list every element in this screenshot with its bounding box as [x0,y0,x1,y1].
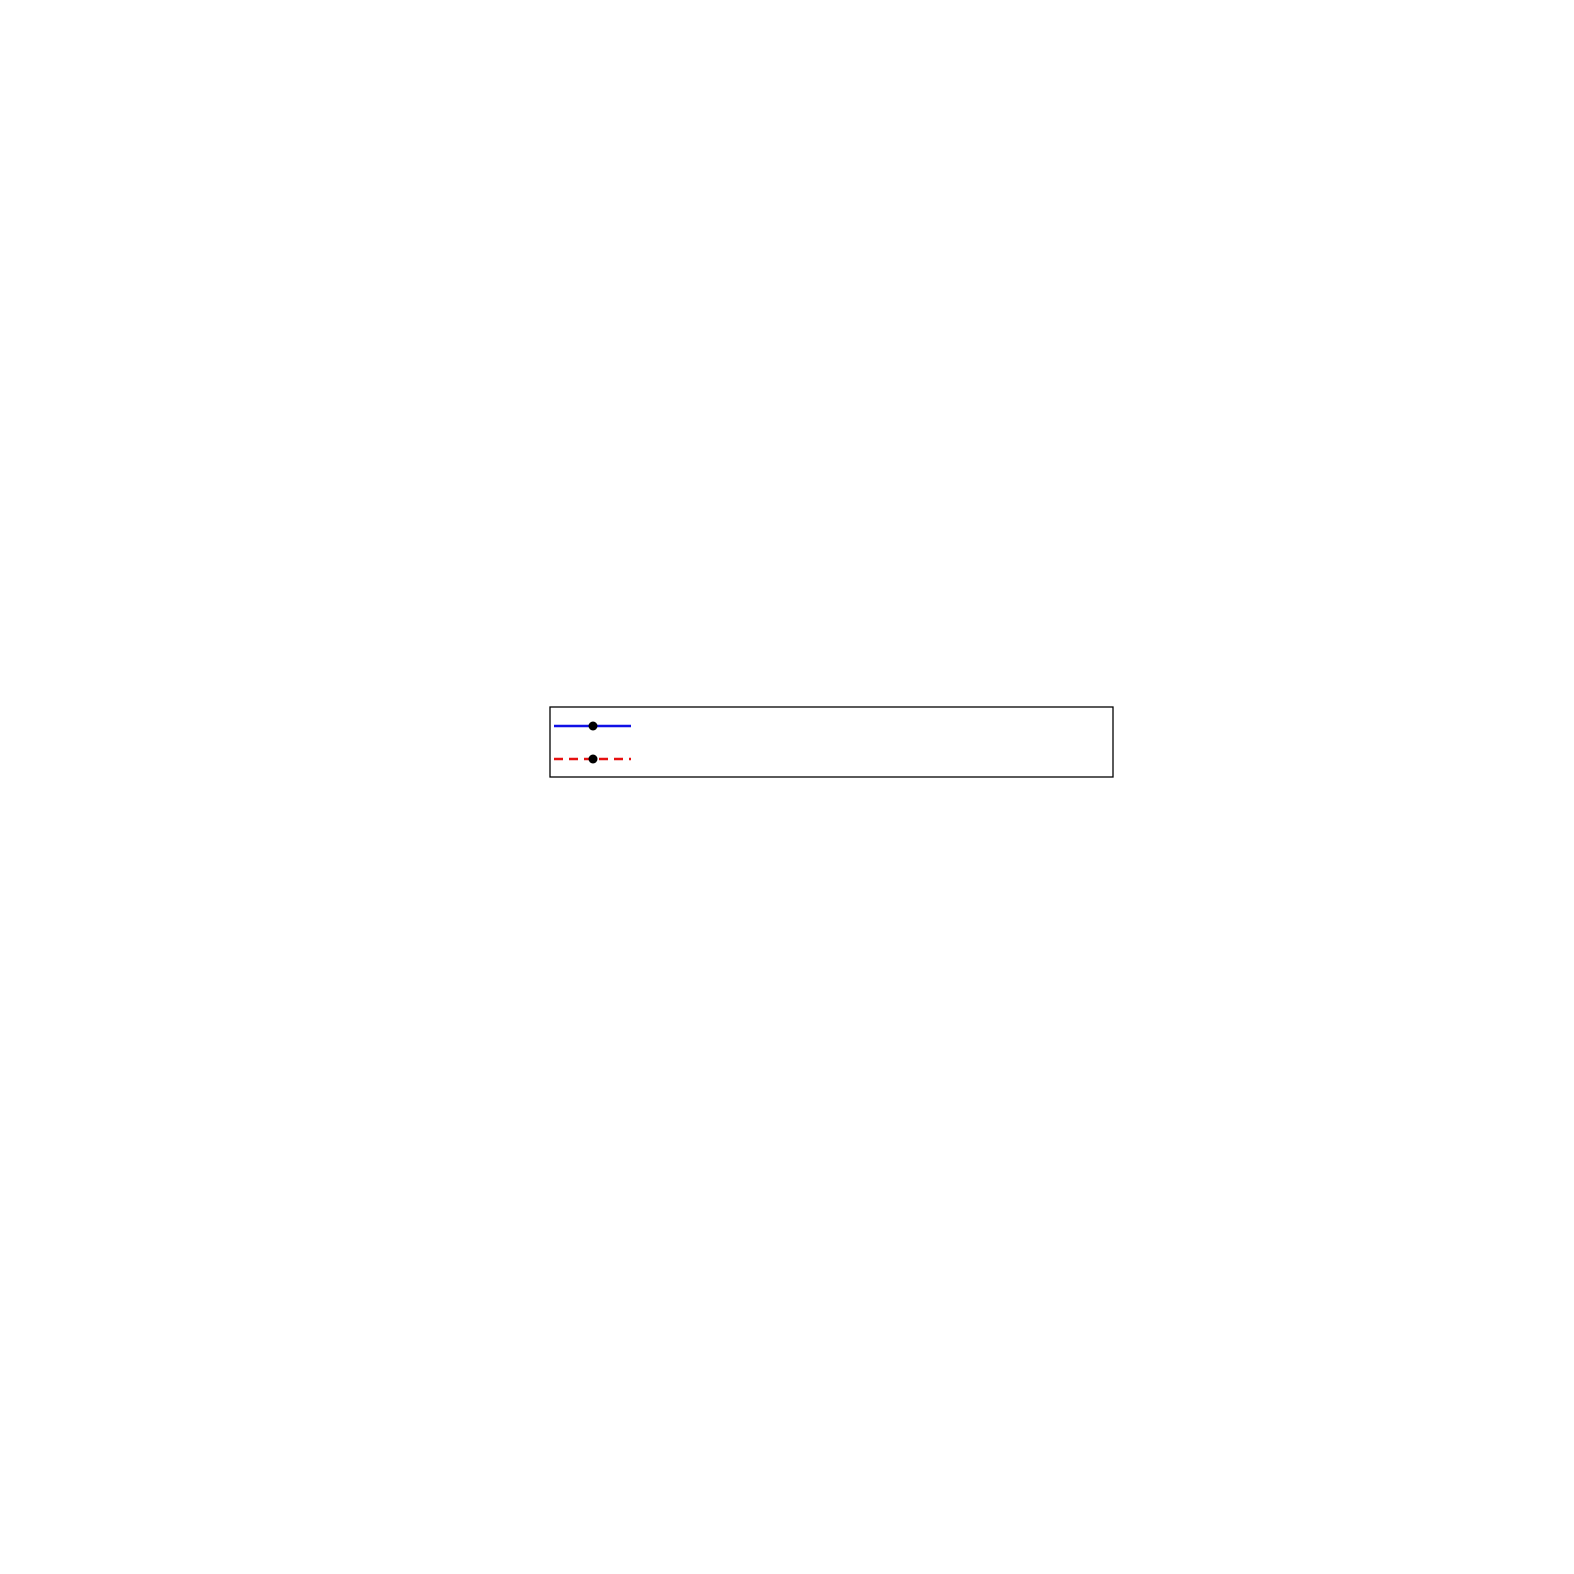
legend-box [550,707,1113,777]
legend-marker-series-1 [589,722,598,731]
legend-marker-series-2 [589,755,598,764]
top-legend [550,707,1113,777]
